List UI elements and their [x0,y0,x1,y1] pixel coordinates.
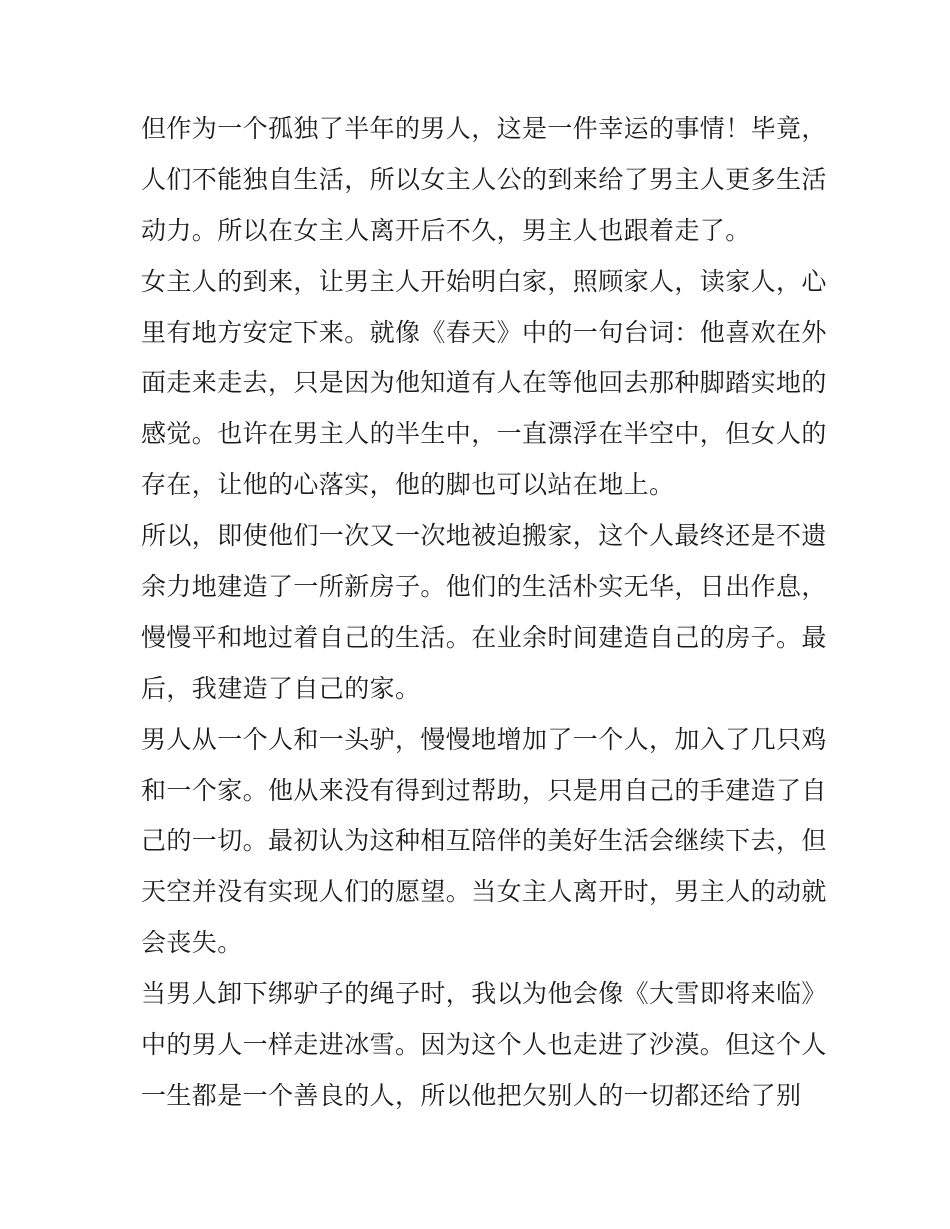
text-line: 后，我建造了自己的家。 [141,673,421,703]
text-line: 感觉。也许在男主人的半生中，一直漂浮在半空中，但女人的 [141,419,827,449]
text-line: 和一个家。他从来没有得到过帮助，只是用自己的手建造了自 [141,775,827,805]
text-line: 会丧失。 [141,928,243,958]
text-line: 动力。所以在女主人离开后不久，男主人也跟着走了。 [141,215,751,245]
document-body [141,104,827,1122]
text-line: 但作为一个孤独了半年的男人，这是一件幸运的事情！毕竟， [141,114,827,143]
text-line: 里有地方安定下来。就像《春天》中的一句台词：他喜欢在外 [141,317,827,347]
text-line: 存在，让他的心落实，他的脚也可以站在地上。 [141,470,675,500]
text-line: 男人从一个人和一头驴，慢慢地增加了一个人，加入了几只鸡 [141,724,827,754]
text-line: 女主人的到来，让男主人开始明白家，照顾家人，读家人，心 [141,266,827,296]
paragraph-1 [141,104,827,257]
text-line: 面走来走去，只是因为他知道有人在等他回去那种脚踏实地的 [141,368,827,398]
paragraph-2 [141,257,827,511]
paragraph-5 [141,969,827,1122]
text-line: 己的一切。最初认为这种相互陪伴的美好生活会继续下去，但 [141,826,827,856]
text-line: 慢慢平和地过着自己的生活。在业余时间建造自己的房子。最 [141,622,827,652]
text-line: 天空并没有实现人们的愿望。当女主人离开时，男主人的动就 [141,877,827,907]
text-line: 余力地建造了一所新房子。他们的生活朴实无华，日出作息， [141,572,827,602]
text-line: 人们不能独自生活，所以女主人公的到来给了男主人更多生活 [141,164,827,194]
text-line: 当男人卸下绑驴子的绳子时，我以为他会像《大雪即将来临》 [141,979,827,1009]
text-line: 一生都是一个善良的人，所以他把欠别人的一切都还给了别 [141,1080,802,1110]
text-line: 所以，即使他们一次又一次地被迫搬家，这个人最终还是不遗 [141,521,827,551]
paragraph-4 [141,715,827,969]
paragraph-3 [141,511,827,715]
text-line: 中的男人一样走进冰雪。因为这个人也走进了沙漠。但这个人 [141,1030,827,1060]
